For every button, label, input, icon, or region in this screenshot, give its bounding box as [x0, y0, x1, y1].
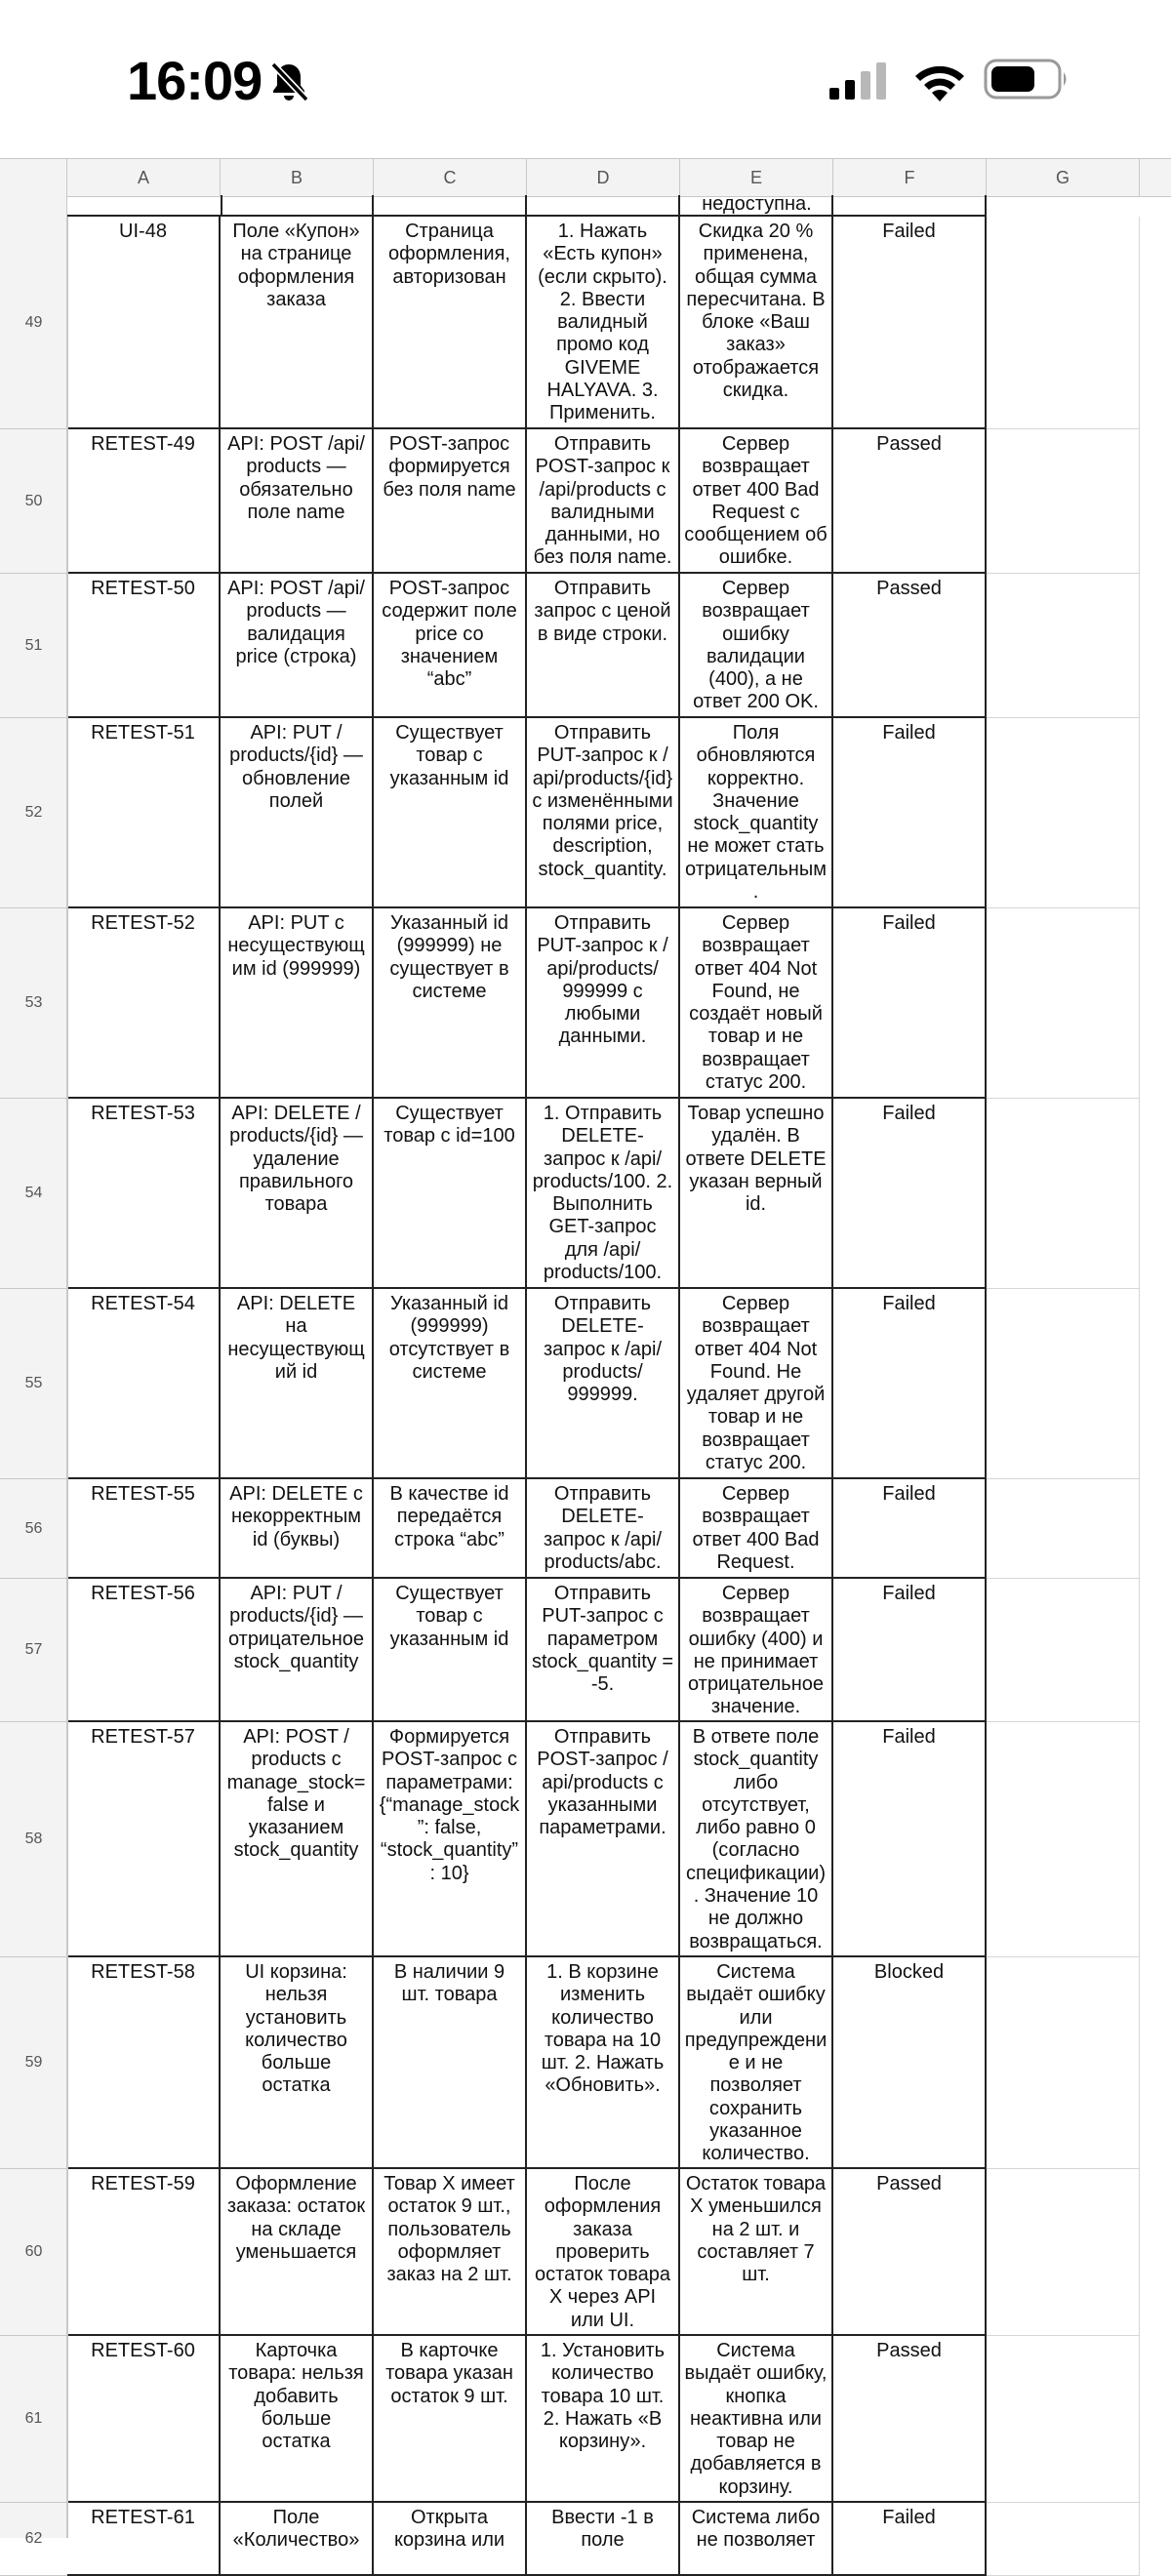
row-header[interactable]: 52 [0, 718, 67, 908]
cell-empty[interactable] [987, 217, 1140, 429]
cell-id[interactable]: RETEST-50 [67, 574, 221, 718]
cell-title[interactable]: API: POST /api/ products — валидация price (строка) [221, 574, 374, 718]
cell-empty[interactable] [987, 1289, 1140, 1479]
cell-id[interactable]: RETEST-51 [67, 718, 221, 908]
cell-steps[interactable]: 1. Нажать «Есть купон» (если скрыто). 2. Ввести валидный промо код GIVEME HALYAVA. 3. Применить. [527, 217, 680, 429]
cell-expected-result[interactable]: Сервер возвращает ответ 404 Not Found. Не удаляет другой товар и не возвращает статус 200. [680, 1289, 833, 1479]
cell-precondition[interactable]: Формируется POST-запрос с параметрами: {“manage_stock”: false, “stock_quantity” : 10} [374, 1722, 527, 1957]
cell-id[interactable]: RETEST-61 [67, 2503, 221, 2576]
cell-title[interactable]: Поле «Количество» [221, 2503, 374, 2576]
cell-steps[interactable]: Отправить запрос с ценой в виде строки. [527, 574, 680, 718]
cell-precondition[interactable]: Товар X имеет остаток 9 шт., пользователь оформляет заказ на 2 шт. [374, 2169, 527, 2336]
cell-precondition[interactable]: Существует товар с указанным id [374, 1579, 527, 1722]
cell-title[interactable]: API: PUT / products/{id} — отрицательное stock_quantity [221, 1579, 374, 1722]
cell-steps[interactable]: Отправить PUT-запрос к / api/products/ 999999 с любыми данными. [527, 908, 680, 1099]
cell-id[interactable]: RETEST-60 [67, 2336, 221, 2503]
cell-empty[interactable] [987, 1957, 1140, 2169]
cell-status[interactable]: Failed [833, 2503, 987, 2576]
row-header[interactable]: 55 [0, 1289, 67, 1479]
cell-id[interactable]: RETEST-57 [67, 1722, 221, 1957]
cell-expected-result[interactable]: Товар успешно удалён. В ответе DELETE указан верный id. [680, 1099, 833, 1289]
cell-empty[interactable] [987, 429, 1140, 574]
status-time: 16:09 [127, 50, 262, 111]
cell-steps[interactable]: Отправить PUT-запрос к / api/products/{id} с изменёнными полями price, description, stock_quantity. [527, 718, 680, 908]
row-header[interactable]: 56 [0, 1479, 67, 1579]
cell-title[interactable]: API: POST /api/ products — обязательно поле name [221, 429, 374, 574]
cell-status[interactable]: Passed [833, 2336, 987, 2503]
cell-status[interactable]: Failed [833, 1722, 987, 1957]
cell-empty[interactable] [987, 718, 1140, 908]
cell-precondition[interactable]: В карточке товара указан остаток 9 шт. [374, 2336, 527, 2503]
cell-title[interactable]: Поле «Купон» на странице оформления заказа [221, 217, 374, 429]
column-border [525, 195, 527, 217]
cell-empty[interactable] [987, 2336, 1140, 2503]
cell-empty[interactable] [987, 1099, 1140, 1289]
cell-empty[interactable] [987, 1479, 1140, 1579]
row-header[interactable]: 60 [0, 2169, 67, 2336]
column-border [221, 195, 222, 217]
column-header-b[interactable]: B [221, 159, 374, 196]
cell-title[interactable]: API: DELETE / products/{id} — удаление правильного товара [221, 1099, 374, 1289]
cell-steps[interactable]: Отправить POST-запрос / api/products с указанными параметрами. [527, 1722, 680, 1957]
cell-steps[interactable]: Отправить PUT-запрос с параметром stock_quantity = -5. [527, 1579, 680, 1722]
column-border [67, 217, 68, 2538]
column-border [831, 195, 833, 217]
column-header-d[interactable]: D [527, 159, 680, 196]
cell-expected-result[interactable]: Сервер возвращает ошибку валидации (400), а не ответ 200 OK. [680, 574, 833, 718]
cell-expected-result[interactable]: В ответе поле stock_quantity либо отсутствует, либо равно 0 (согласно спецификации). Значение 10 не должно возвращаться. [680, 1722, 833, 1957]
cell-expected-result[interactable]: Система выдаёт ошибку, кнопка неактивна или товар не добавляется в корзину. [680, 2336, 833, 2503]
cell-precondition[interactable]: Указанный id (999999) не существует в системе [374, 908, 527, 1099]
column-border [372, 195, 374, 217]
cell-steps[interactable]: После оформления заказа проверить остаток товара X через API или UI. [527, 2169, 680, 2336]
cell-id[interactable]: RETEST-55 [67, 1479, 221, 1579]
cell-status[interactable]: Failed [833, 1479, 987, 1579]
cell-title[interactable]: UI корзина: нельзя установить количество больше остатка [221, 1957, 374, 2169]
cell-precondition[interactable]: В качестве id передаётся строка “abc” [374, 1479, 527, 1579]
cell-status[interactable]: Failed [833, 1289, 987, 1479]
cell-id[interactable]: RETEST-59 [67, 2169, 221, 2336]
cell-id[interactable]: UI-48 [67, 217, 221, 429]
cell-expected-result[interactable]: Остаток товара X уменьшился на 2 шт. и составляет 7 шт. [680, 2169, 833, 2336]
column-header-a[interactable]: A [67, 159, 221, 196]
cell-status[interactable]: Blocked [833, 1957, 987, 2169]
cell-title[interactable]: Оформление заказа: остаток на складе уменьшается [221, 2169, 374, 2336]
cell-id[interactable]: RETEST-49 [67, 429, 221, 574]
cell-status[interactable]: Failed [833, 1099, 987, 1289]
cell-empty[interactable] [987, 574, 1140, 718]
cell-precondition[interactable]: Существует товар с указанным id [374, 718, 527, 908]
row-header[interactable]: 51 [0, 574, 67, 718]
cell-steps[interactable]: 1. Отправить DELETE-запрос к /api/ products/100. 2. Выполнить GET-запрос для /api/ products/100. [527, 1099, 680, 1289]
column-header-g[interactable]: G [987, 159, 1140, 196]
row-header[interactable]: 58 [0, 1722, 67, 1957]
cell-status[interactable]: Passed [833, 2169, 987, 2336]
column-border [678, 195, 680, 217]
partial-cell-text[interactable]: недоступна. [702, 195, 812, 215]
cell-steps[interactable]: 1. В корзине изменить количество товара на 10 шт. 2. Нажать «Обновить». [527, 1957, 680, 2169]
row-header[interactable]: 54 [0, 1099, 67, 1289]
column-header-e[interactable]: E [680, 159, 833, 196]
cell-title[interactable]: API: DELETE на несуществующий id [221, 1289, 374, 1479]
cell-status[interactable]: Passed [833, 574, 987, 718]
column-header-c[interactable]: C [374, 159, 527, 196]
cell-expected-result[interactable]: Сервер возвращает ответ 400 Bad Request с сообщением об ошибке. [680, 429, 833, 574]
cell-status[interactable]: Failed [833, 908, 987, 1099]
cell-expected-result[interactable]: Поля обновляются корректно. Значение stock_quantity не может стать отрицательным. [680, 718, 833, 908]
cell-status[interactable]: Failed [833, 1579, 987, 1722]
cell-title[interactable]: API: PUT с несуществующим id (999999) [221, 908, 374, 1099]
cell-precondition[interactable]: POST-запрос содержит поле price со значением “abc” [374, 574, 527, 718]
column-border [985, 195, 987, 217]
cell-steps[interactable]: Отправить POST-запрос к /api/products с валидными данными, но без поля name. [527, 429, 680, 574]
cell-id[interactable]: RETEST-56 [67, 1579, 221, 1722]
cell-id[interactable]: RETEST-58 [67, 1957, 221, 2169]
cell-expected-result[interactable]: Сервер возвращает ответ 404 Not Found, не создаёт новый товар и не возвращает статус 200. [680, 908, 833, 1099]
cell-expected-result[interactable]: Сервер возвращает ответ 400 Bad Request. [680, 1479, 833, 1579]
cell-id[interactable]: RETEST-52 [67, 908, 221, 1099]
cell-title[interactable]: API: PUT / products/{id} — обновление полей [221, 718, 374, 908]
cell-id[interactable]: RETEST-54 [67, 1289, 221, 1479]
cell-precondition[interactable]: Указанный id (999999) отсутствует в системе [374, 1289, 527, 1479]
cell-status[interactable]: Passed [833, 429, 987, 574]
row-header[interactable]: 59 [0, 1957, 67, 2169]
cell-status[interactable]: Failed [833, 718, 987, 908]
cell-empty[interactable] [987, 2503, 1140, 2576]
column-header-f[interactable]: F [833, 159, 987, 196]
row-header[interactable]: 53 [0, 908, 67, 1099]
row-header[interactable]: 62 [0, 2503, 67, 2576]
cell-precondition[interactable]: Открыта корзина или [374, 2503, 527, 2576]
cell-title[interactable]: Карточка товара: нельзя добавить больше остатка [221, 2336, 374, 2503]
cell-empty[interactable] [987, 1722, 1140, 1957]
cell-empty[interactable] [987, 1579, 1140, 1722]
cell-precondition[interactable]: Страница оформления, авторизован [374, 217, 527, 429]
cell-steps[interactable]: 1. Установить количество товара 10 шт. 2. Нажать «В корзину». [527, 2336, 680, 2503]
cell-precondition[interactable]: Существует товар с id=100 [374, 1099, 527, 1289]
row-header[interactable]: 57 [0, 1579, 67, 1722]
cell-expected-result[interactable]: Сервер возвращает ошибку (400) и не принимает отрицательное значение. [680, 1579, 833, 1722]
cell-expected-result[interactable]: Система выдаёт ошибку или предупреждение и не позволяет сохранить указанное количество. [680, 1957, 833, 2169]
cell-precondition[interactable]: POST-запрос формируется без поля name [374, 429, 527, 574]
cell-expected-result[interactable]: Скидка 20 % применена, общая сумма пересчитана. В блоке «Ваш заказ» отображается скидка. [680, 217, 833, 429]
cell-empty[interactable] [987, 2169, 1140, 2336]
cell-steps[interactable]: Ввести -1 в поле [527, 2503, 680, 2576]
cell-steps[interactable]: Отправить DELETE-запрос к /api/ products/abc. [527, 1479, 680, 1579]
cell-title[interactable]: API: DELETE с некорректным id (буквы) [221, 1479, 374, 1579]
cell-precondition[interactable]: В наличии 9 шт. товара [374, 1957, 527, 2169]
row-header[interactable]: 49 [0, 217, 67, 429]
cell-title[interactable]: API: POST / products с manage_stock= false и указанием stock_quantity [221, 1722, 374, 1957]
cell-id[interactable]: RETEST-53 [67, 1099, 221, 1289]
cell-empty[interactable] [987, 908, 1140, 1099]
row-header[interactable]: 61 [0, 2336, 67, 2503]
cell-expected-result[interactable]: Система либо не позволяет [680, 2503, 833, 2576]
cell-status[interactable]: Failed [833, 217, 987, 429]
cell-steps[interactable]: Отправить DELETE-запрос к /api/ products/ 999999. [527, 1289, 680, 1479]
row-header[interactable]: 50 [0, 429, 67, 574]
